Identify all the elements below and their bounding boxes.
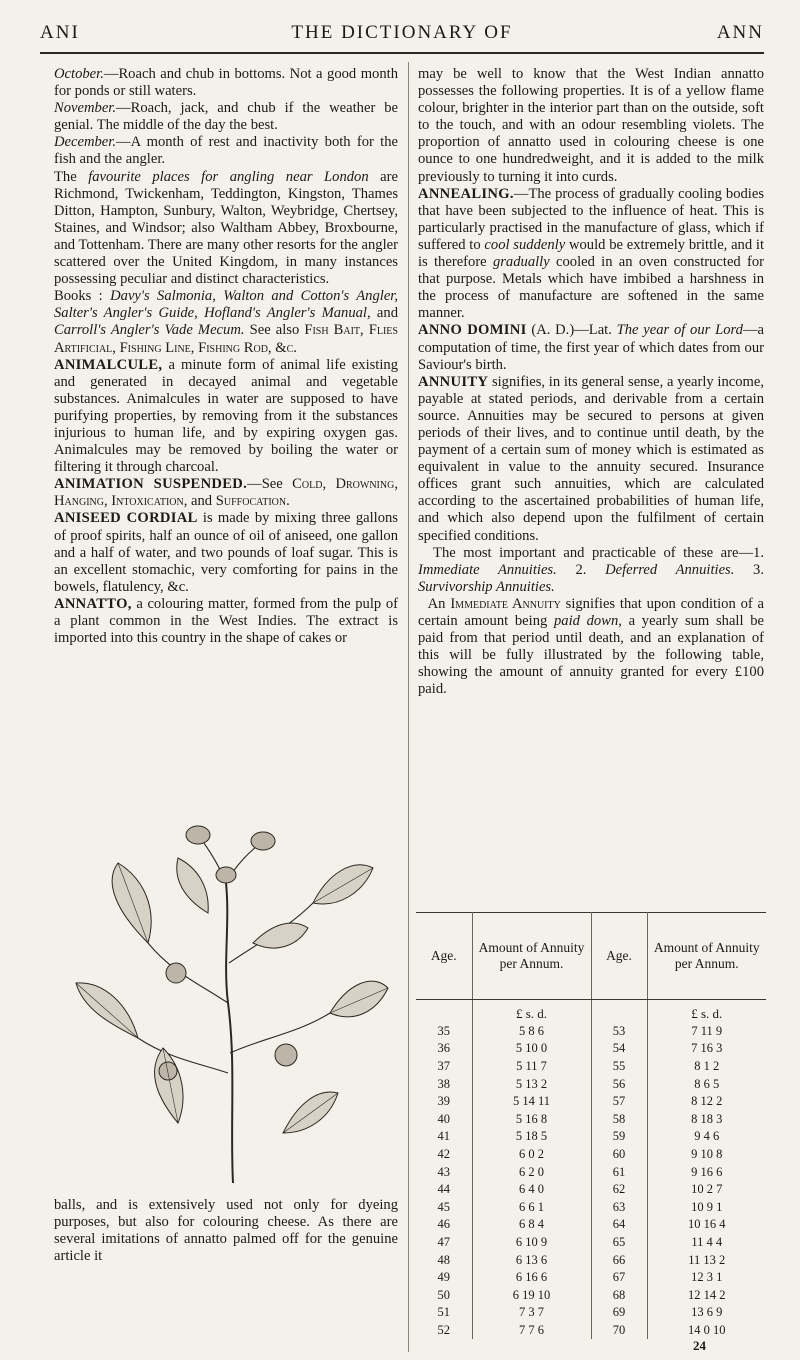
- table-cell: 62: [591, 1181, 647, 1199]
- table-cell: 12 14 2: [688, 1287, 726, 1302]
- table-cell: 47: [416, 1234, 472, 1252]
- table-cell: 42: [416, 1146, 472, 1164]
- table-cell: 44: [416, 1181, 472, 1199]
- table-cell: 8 1 2: [694, 1059, 720, 1074]
- table-cell: 14 0 10: [688, 1322, 726, 1337]
- table-cell: 5 14 11: [472, 1093, 591, 1111]
- table-cell: 49: [416, 1269, 472, 1287]
- annuity-table-body: [416, 1000, 766, 1340]
- header-left-guide: ANI: [40, 22, 80, 43]
- entry-animation-suspended: ANIMATION SUSPENDED.—See Cold, Drowning, Hanging, Intoxication, and Suffocation.: [54, 476, 398, 510]
- table-cell: 40: [416, 1111, 472, 1129]
- entry-november: November.—Roach, jack, and chub if the weather be genial. The middle of the day the best.: [54, 100, 398, 134]
- table-cell: 11 4 4: [691, 1235, 723, 1250]
- right-column: [418, 66, 764, 698]
- table-cell: 46: [416, 1216, 472, 1234]
- entry-books: Books : Davy's Salmonia, Walton and Cotton's Angler, Salter's Angler's Guide, Hofland's Angler's Manual, and Carroll's Angler's Vade Mecum. See also Fish Bait, Flies Artificial, Fishing Line, Fishing Rod, &c.: [54, 288, 399, 356]
- table-cell: 63: [591, 1199, 647, 1217]
- table-cell: 6 16 6: [472, 1269, 591, 1287]
- table-cell: 10 2 7: [691, 1182, 723, 1197]
- table-cell: 53: [591, 1023, 647, 1041]
- table-row: [416, 1199, 766, 1217]
- table-cell: 11 13 2: [688, 1252, 726, 1267]
- table-cell: 10 16 4: [688, 1217, 726, 1232]
- table-cell: 69: [591, 1304, 647, 1322]
- table-cell: 7 7 6: [472, 1322, 591, 1340]
- table-cell: 9 4 6: [694, 1129, 720, 1144]
- table-row: [416, 1023, 766, 1041]
- table-cell: 45: [416, 1199, 472, 1217]
- table-cell: 54: [591, 1040, 647, 1058]
- table-cell: 13 6 9: [691, 1305, 723, 1320]
- table-cell: 6 6 1: [472, 1199, 591, 1217]
- table-cell: 5 10 0: [472, 1040, 591, 1058]
- entry-aniseed-cordial: ANISEED CORDIAL is made by mixing three gallons of proof spirits, half an ounce of oil of aniseed, one gallon and a half of water, and two pounds of loaf sugar. This is an excellent stomachic, very comforting for pains in the bowels, flatulency, &c.: [54, 510, 398, 595]
- entry-annealing: ANNEALING.—The process of gradually cooling bodies that have been subjected to the influence of heat. This is particularly practised in the manufacture of glass, which if suffered to cool suddenly would be extremely brittle, and it is therefore gradually cooled in an oven constructed for that purpose. Metals which have imbibed a harshness in the process of manufacture are softened in the same manner.: [418, 185, 765, 322]
- table-cell: 5 16 8: [472, 1111, 591, 1129]
- table-row: [416, 1146, 766, 1164]
- entry-annuity-kinds: The most important and practicable of these are—1. Immediate Annuities. 2. Deferred Annuities. 3. Survivorship Annuities.: [418, 544, 764, 595]
- entry-animalcule: ANIMALCULE, a minute form of animal life existing and generated in decayed animal and vegetable substances. Animalcules in water are supposed to have purifying properties, by removing from it the substances injurious to human life, and by expiring oxygen gas. Animalcules may be removed by boiling the water or filtering it through charcoal.: [54, 356, 399, 476]
- table-cell: 6 2 0: [472, 1163, 591, 1181]
- table-header-row: [416, 913, 766, 1000]
- left-column: [54, 66, 398, 647]
- table-row: [416, 1111, 766, 1129]
- units-label: £ s. d.: [691, 1005, 723, 1021]
- table-row: [416, 1304, 766, 1322]
- table-cell: 57: [591, 1093, 647, 1111]
- table-cell: 70: [591, 1322, 647, 1340]
- table-cell: 10 9 1: [691, 1199, 723, 1214]
- table-cell: 7 3 7: [472, 1304, 591, 1322]
- table-cell: 59: [591, 1128, 647, 1146]
- entry-anno-domini: ANNO DOMINI (A. D.)—Lat. The year of our Lord—a computation of time, the first year of which dates from our Saviour's birth.: [418, 322, 765, 373]
- entry-annatto-cont: may be well to know that the West Indian annatto possesses the following properties. It is of a yellow flame colour, brighter in the interior part than on the outside, soft to the touch, and with an odour resembling violets. The proportion of annatto used in colouring cheese is one ounce to one hundredweight, and it is added to the milk previously to turning it into curds.: [418, 66, 764, 185]
- table-row: [416, 1128, 766, 1146]
- table-cell: 52: [416, 1322, 472, 1340]
- entry-annatto-continued: balls, and is extensively used not only for dyeing purposes, but also for colouring cheese. As there are several imitations of annatto palmed off for the genuine article it: [54, 1197, 398, 1265]
- table-cell: 6 0 2: [472, 1146, 591, 1164]
- table-cell: 5 13 2: [472, 1075, 591, 1093]
- table-cell: 5 18 5: [472, 1128, 591, 1146]
- table-cell: 68: [591, 1287, 647, 1305]
- table-cell: 5 8 6: [472, 1023, 591, 1041]
- table-cell: 5 11 7: [472, 1058, 591, 1076]
- table-row: [416, 1075, 766, 1093]
- table-cell: 50: [416, 1287, 472, 1305]
- entry-immediate-annuity: An Immediate Annuity signifies that upon condition of a certain amount being paid down, a yearly sum shall be paid from that period until death, and an explanation of this will be fully illustrated by the following table, showing the amount of annuity granted for every £100 paid.: [418, 595, 765, 698]
- table-cell: 55: [591, 1058, 647, 1076]
- table-cell: 9 10 8: [691, 1147, 723, 1162]
- table-cell: 65: [591, 1234, 647, 1252]
- table-cell: 6 19 10: [472, 1287, 591, 1305]
- header-right-guide: ANN: [716, 22, 764, 43]
- table-cell: 41: [416, 1128, 472, 1146]
- table-cell: 51: [416, 1304, 472, 1322]
- entry-favourite-places: The favourite places for angling near London are Richmond, Twickenham, Teddington, Kingston, Thames Ditton, Hampton, Sunbury, Walton, Weybridge, Chertsey, Staines, and Windsor; also Waltham Abbey, Broxbourne, and Tottenham. There are many other resorts for the angler scattered over the United Kingdom, in many instances possessing peculiar and distinct characteristics.: [54, 168, 398, 288]
- entry-annuity: ANNUITY signifies, in its general sense, a yearly income, payable at stated periods, and derivable from a certain source. Annuities may be secured to persons at given periods of their lives, and to continue until death, by the payment of a certain sum of money which is estimated as equivalent in value to the annuity secured. Insurance offices grant such annuities, which are calculated according to the ascertained probabilities of human life, and which also depend upon the fulfilment of certain specified conditions.: [418, 373, 764, 544]
- table-row: [416, 1234, 766, 1252]
- table-cell: 8 12 2: [691, 1094, 723, 1109]
- table-cell: 64: [591, 1216, 647, 1234]
- units-row: [416, 1000, 766, 1023]
- table-cell: 48: [416, 1251, 472, 1269]
- column-header-age: Age.: [591, 913, 647, 1000]
- table-row: [416, 1093, 766, 1111]
- table-cell: 12 3 1: [691, 1270, 723, 1285]
- left-column-tail: [54, 1197, 398, 1265]
- table-cell: 56: [591, 1075, 647, 1093]
- table-row: [416, 1322, 766, 1340]
- column-header-amount: Amount of Annuity per Annum.: [647, 913, 766, 1000]
- column-divider: [408, 62, 409, 1352]
- entry-october: October.—Roach and chub in bottoms. Not a good month for ponds or still waters.: [54, 66, 398, 100]
- table-row: [416, 1251, 766, 1269]
- table-cell: 8 6 5: [694, 1076, 720, 1091]
- table-cell: 60: [591, 1146, 647, 1164]
- entry-annatto: ANNATTO, a colouring matter, formed from the pulp of a plant common in the West Indies. The extract is imported into this country in the shape of cakes or: [54, 595, 398, 647]
- annatto-plant-illustration: [58, 823, 398, 1193]
- units-label: £ s. d.: [472, 1000, 591, 1023]
- table-cell: [591, 1000, 647, 1023]
- table-cell: 66: [591, 1251, 647, 1269]
- table-row: [416, 1040, 766, 1058]
- table-cell: 67: [591, 1269, 647, 1287]
- table-cell: 6 4 0: [472, 1181, 591, 1199]
- page-number: 24: [693, 1338, 706, 1353]
- table-cell: 8 18 3: [691, 1111, 723, 1126]
- table-row: [416, 1058, 766, 1076]
- entry-december: December.—A month of rest and inactivity both for the fish and the angler.: [54, 134, 398, 168]
- running-title: THE DICTIONARY OF: [291, 22, 513, 43]
- table-cell: 61: [591, 1163, 647, 1181]
- table-cell: 6 13 6: [472, 1251, 591, 1269]
- table-cell: 7 11 9: [691, 1023, 723, 1038]
- table-row: [416, 1269, 766, 1287]
- column-header-age: Age.: [416, 913, 472, 1000]
- page-header: [40, 18, 764, 54]
- column-header-amount: Amount of Annuity per Annum.: [472, 913, 591, 1000]
- table-row: [416, 1287, 766, 1305]
- table-cell: 7 16 3: [691, 1041, 723, 1056]
- table-cell: 37: [416, 1058, 472, 1076]
- table-row: [416, 1163, 766, 1181]
- table-cell: 38: [416, 1075, 472, 1093]
- table-row: [416, 1181, 766, 1199]
- table-cell: 58: [591, 1111, 647, 1129]
- table-cell: [416, 1000, 472, 1023]
- table-cell: 35: [416, 1023, 472, 1041]
- table-cell: 43: [416, 1163, 472, 1181]
- table-cell: 6 10 9: [472, 1234, 591, 1252]
- table-cell: 39: [416, 1093, 472, 1111]
- annuity-table: [416, 912, 766, 1339]
- table-cell: 6 8 4: [472, 1216, 591, 1234]
- table-row: [416, 1216, 766, 1234]
- table-cell: 36: [416, 1040, 472, 1058]
- table-cell: 9 16 6: [691, 1164, 723, 1179]
